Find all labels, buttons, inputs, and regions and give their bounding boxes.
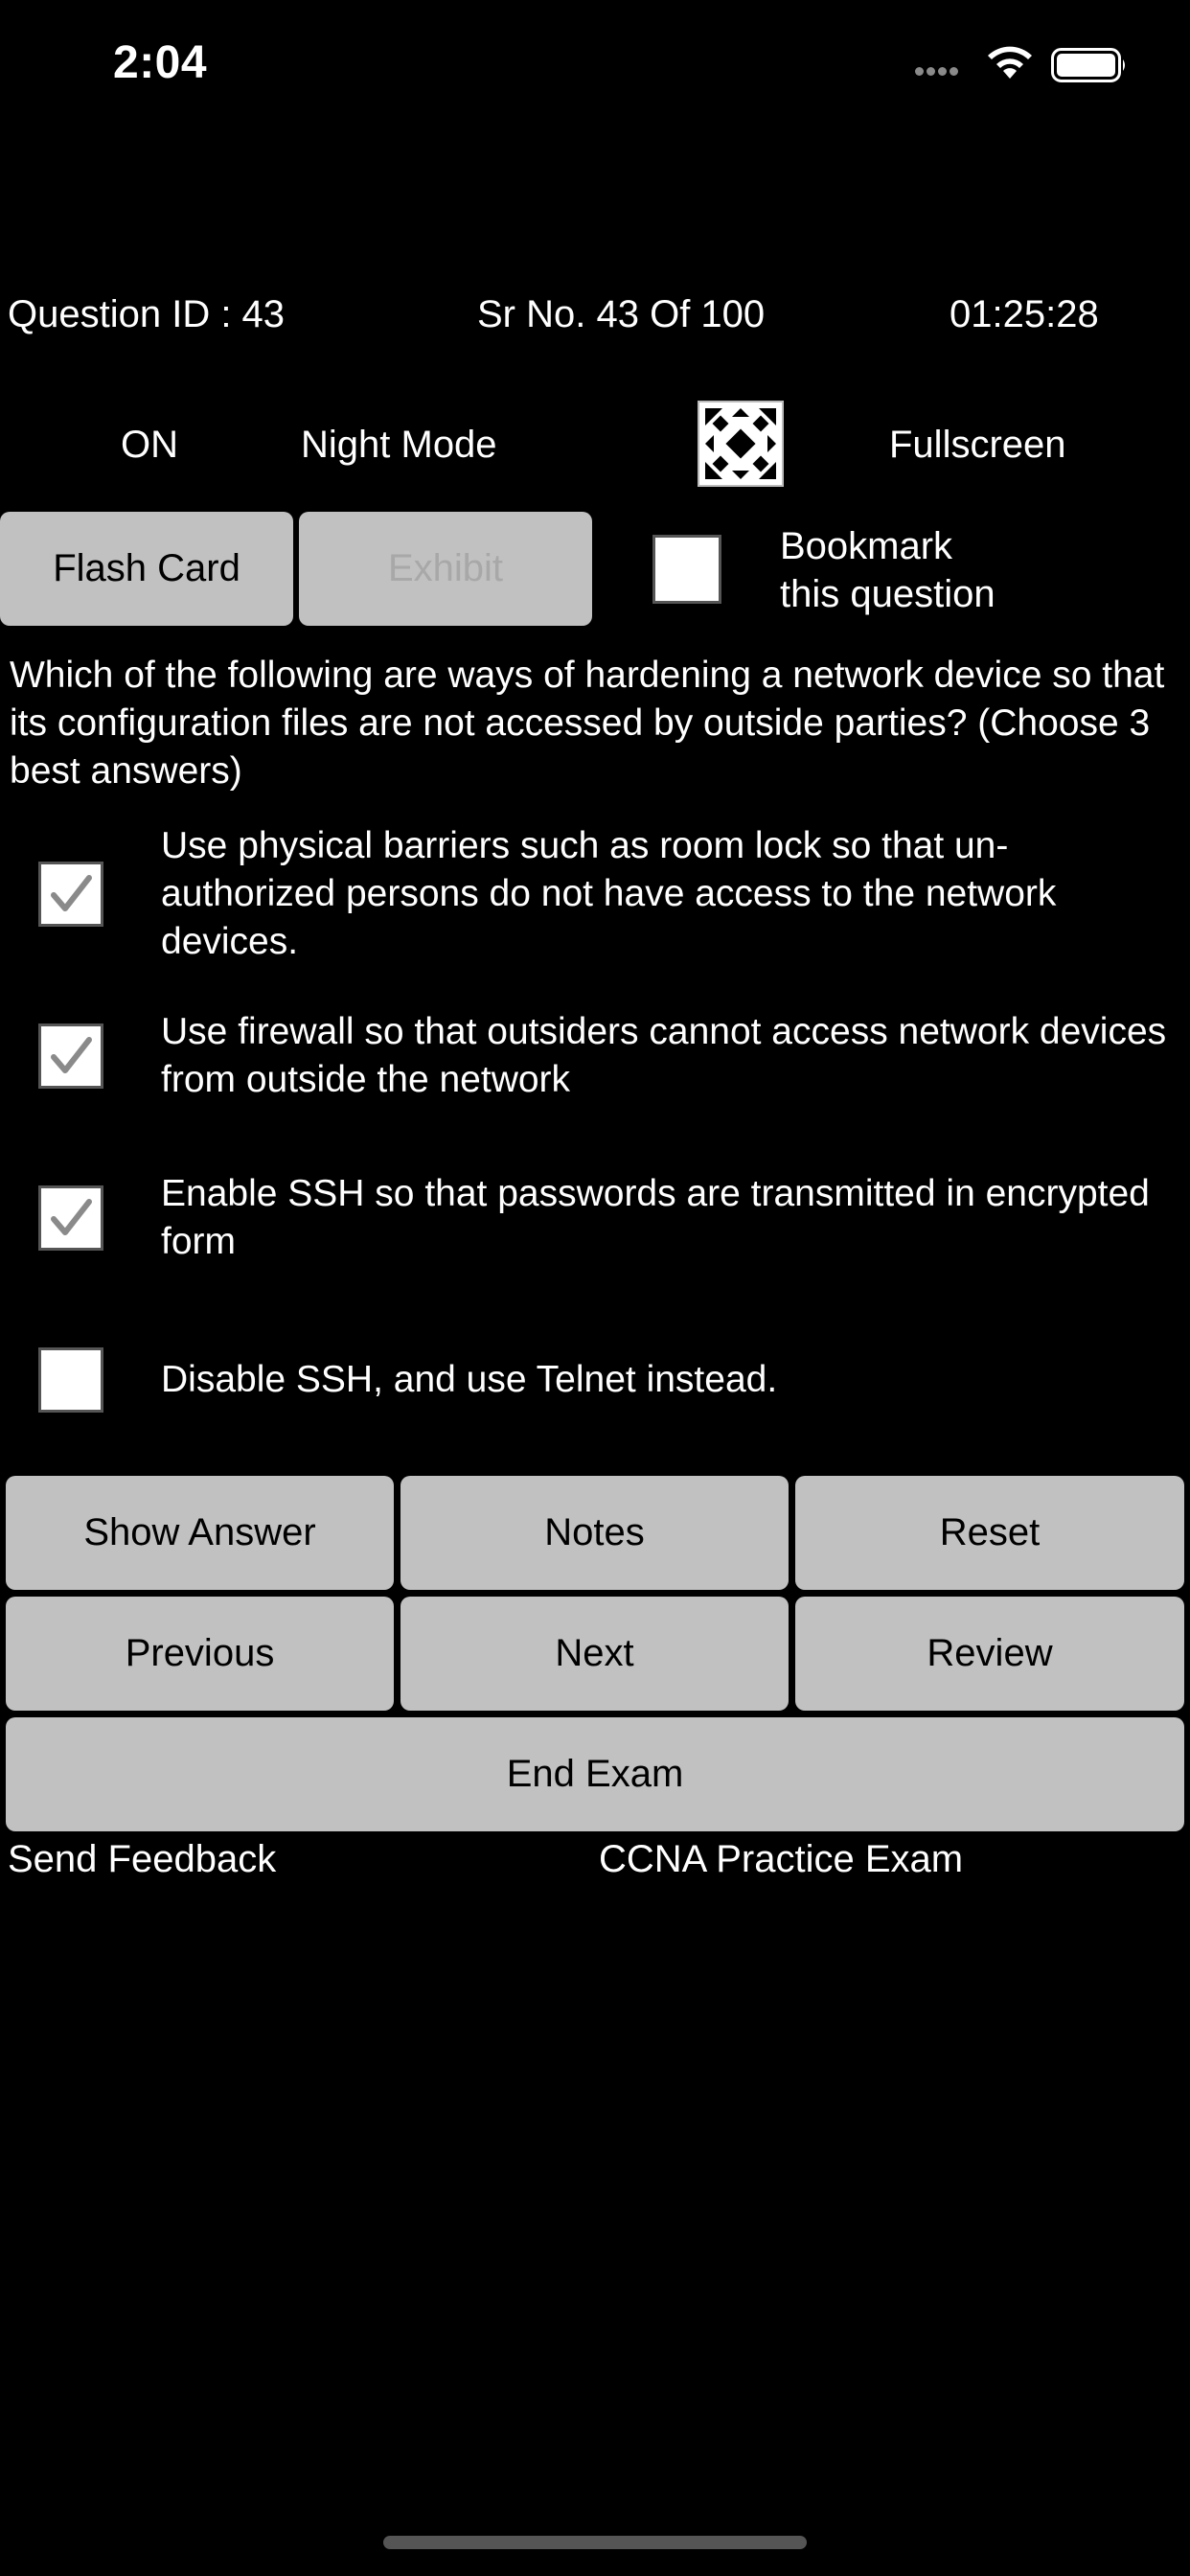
bookmark-label-line2: this question [780, 573, 995, 615]
checkmark-icon [46, 1031, 96, 1081]
option-3-text[interactable]: Enable SSH so that passwords are transmitted in encrypted form [161, 1173, 1150, 1262]
bookmark-label-line1: Bookmark [780, 525, 953, 567]
question-id: Question ID : 43 [8, 293, 286, 335]
exhibit-button[interactable]: Exhibit [299, 512, 592, 626]
bookmark-label [780, 522, 995, 618]
checkmark-icon [46, 869, 96, 919]
fullscreen-label: Fullscreen [889, 424, 1066, 466]
fullscreen-toggle-icon[interactable] [698, 401, 784, 487]
flash-card-button[interactable]: Flash Card [0, 512, 293, 626]
previous-button[interactable]: Previous [6, 1597, 394, 1711]
status-time: 2:04 [113, 37, 208, 88]
serial-number: Sr No. 43 Of 100 [477, 293, 766, 335]
reset-button[interactable]: Reset [795, 1476, 1184, 1590]
notes-button[interactable]: Notes [400, 1476, 789, 1590]
checkmark-icon [46, 1193, 96, 1243]
show-answer-button[interactable]: Show Answer [6, 1476, 394, 1590]
end-exam-button[interactable]: End Exam [6, 1717, 1184, 1831]
next-button[interactable]: Next [400, 1597, 789, 1711]
battery-icon [1051, 48, 1128, 87]
wifi-icon [985, 44, 1035, 85]
option-1-checkbox[interactable] [38, 862, 103, 927]
option-4-checkbox[interactable] [38, 1347, 103, 1413]
option-4-text[interactable]: Disable SSH, and use Telnet instead. [161, 1359, 778, 1400]
review-button[interactable]: Review [795, 1597, 1184, 1711]
night-mode-label: Night Mode [301, 424, 497, 466]
option-2-checkbox[interactable] [38, 1024, 103, 1089]
send-feedback-link[interactable]: Send Feedback [8, 1838, 277, 1880]
option-1-text[interactable]: Use physical barriers such as room lock so that un-authorized persons do not have access to the network devices. [161, 825, 1057, 962]
night-mode-toggle[interactable]: ON [121, 424, 178, 466]
question-text: Which of the following are ways of hardening a network device so that its configuration files are not accessed by outside parties? (Choose 3 best answers) [10, 655, 1165, 792]
exam-timer: 01:25:28 [950, 293, 1099, 335]
option-2-text[interactable]: Use firewall so that outsiders cannot access network devices from outside the network [161, 1011, 1167, 1100]
app-name: CCNA Practice Exam [599, 1838, 964, 1880]
cellular-signal-icon [915, 63, 961, 80]
home-indicator[interactable] [383, 2536, 807, 2549]
bookmark-checkbox[interactable] [652, 535, 721, 604]
option-3-checkbox[interactable] [38, 1185, 103, 1251]
